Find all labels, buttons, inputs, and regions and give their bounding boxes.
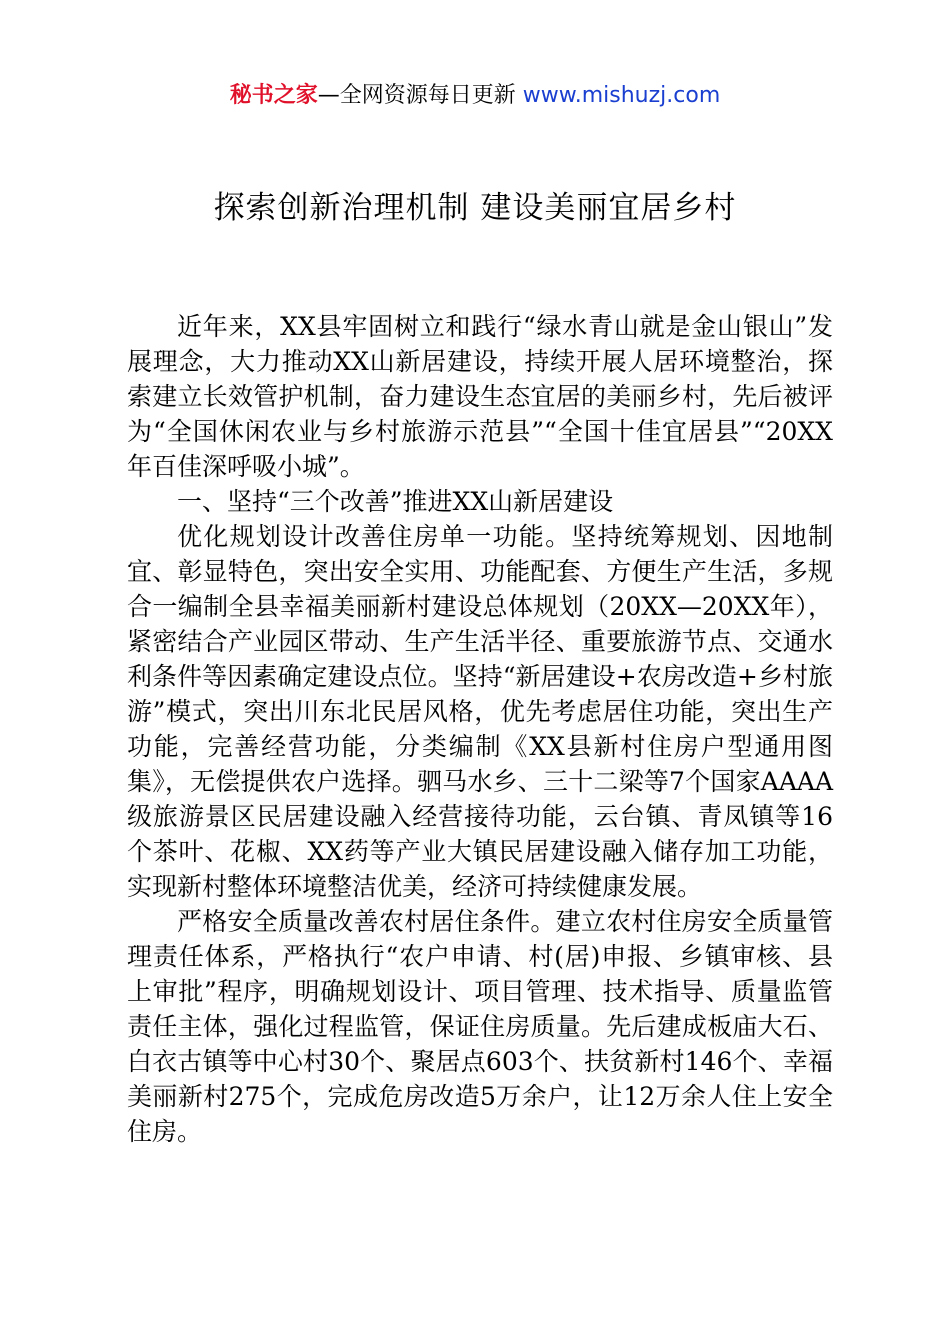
paragraph-safety: 严格安全质量改善农村居住条件。建立农村住房安全质量管理责任体系，严格执行“农户申请、村(居)申报、乡镇审核、县上审批”程序，明确规划设计、项目管理、技术指导、质量监管责任主体，强化过程监管，保证住房质量。先后建成板庙大石、白衣古镇等中心村30个、聚居点603个、扶贫新村146个、幸福美丽新村275个，完成危房改造5万余户，让12万余人住上安全住房。 <box>127 907 833 1146</box>
paragraph-planning: 优化规划设计改善住房单一功能。坚持统筹规划、因地制宜、彰显特色，突出安全实用、功能配套、方便生产生活，多规合一编制全县幸福美丽新村建设总体规划（20XX—20XX年），紧密结合产业园区带动、生产生活半径、重要旅游节点、交通水利条件等因素确定建设点位。坚持“新居建设+农房改造+乡村旅游”模式，突出川东北民居风格，优先考虑居住功能，突出生产功能，完善经营功能，分类编制《XX县新村住房户型通用图集》，无偿提供农户选择。驷马水乡、三十二梁等7个国家AAAA级旅游景区民居建设融入经营接待功能，云台镇、青凤镇等16个茶叶、花椒、XX药等产业大镇民居建设融入储存加工功能，实现新村整体环境整洁优美，经济可持续健康发展。 <box>127 522 833 901</box>
paragraph-intro: 近年来，XX县牢固树立和践行“绿水青山就是金山银山”发展理念，大力推动XX山新居建设，持续开展人居环境整治，探索建立长效管护机制，奋力建设生态宜居的美丽乡村，先后被评为“全国休闲农业与乡村旅游示范县”“全国十佳宜居县”“20XX年百佳深呼吸小城”。 <box>127 312 833 481</box>
site-header <box>0 82 950 110</box>
site-tagline: —全网资源每日更新 <box>317 83 523 108</box>
document-body <box>127 309 833 1149</box>
document-title: 探索创新治理机制 建设美丽宜居乡村 <box>213 190 737 226</box>
site-url: www.mishuzj.com <box>522 83 721 108</box>
section-heading-1: 一、坚持“三个改善”推进XX山新居建设 <box>177 487 614 516</box>
site-brand: 秘书之家 <box>229 83 318 108</box>
